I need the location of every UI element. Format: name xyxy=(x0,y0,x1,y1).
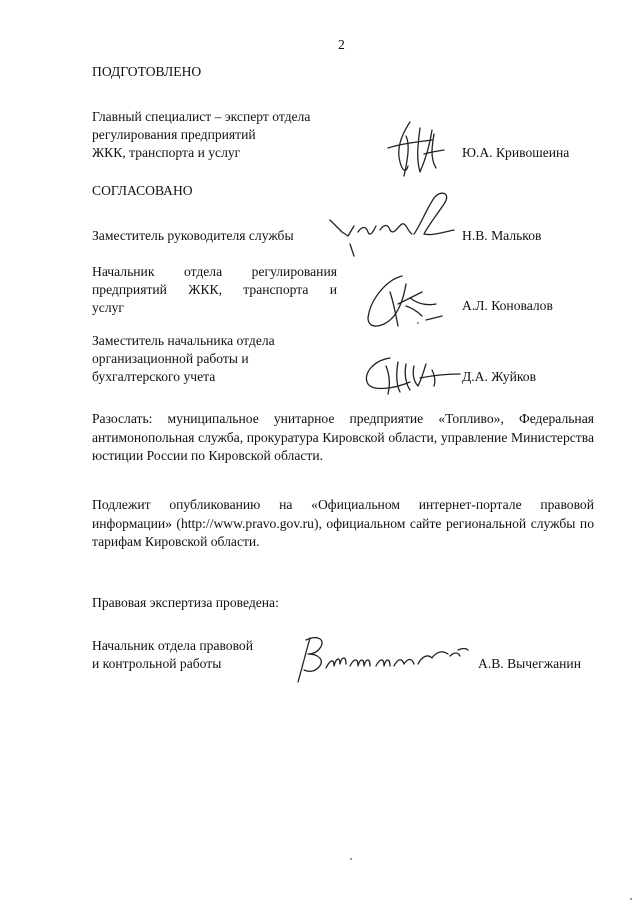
signature-zhuykov xyxy=(360,352,464,398)
distribution-paragraph: Разослать: муниципальное унитарное предприятие «Топливо», Федеральная антимонопольная служба, прокуратура Кировской области, управление Министерства юстиции России по Кировской области. xyxy=(92,411,594,463)
legal-review-statement: Правовая экспертиза проведена: xyxy=(92,595,279,610)
signer-1-name: Н.В. Мальков xyxy=(462,228,542,243)
prepared-position-line-1: Главный специалист – эксперт отдела xyxy=(92,109,311,124)
legal-review-name: А.В. Вычегжанин xyxy=(478,656,581,671)
scan-speck xyxy=(417,322,419,324)
signer-3-position-line-2: организационной работы и xyxy=(92,351,249,366)
legal-review-position-line-1: Начальник отдела правовой xyxy=(92,638,254,653)
publication-paragraph: Подлежит опубликованию на «Официальном интернет-портале правовой информации» (http://www.pravo.gov.ru), официальном сайте региональной службы по тарифам Кировской области. xyxy=(92,497,594,549)
signature-krivosheina xyxy=(380,118,450,180)
signer-3-position-line-1: Заместитель начальника отдела xyxy=(92,333,275,348)
prepared-position-line-2: регулирования предприятий xyxy=(92,127,256,142)
prepared-position-line-3: ЖКК, транспорта и услуг xyxy=(92,145,241,160)
signer-3-position-line-3: бухгалтерского учета xyxy=(92,369,216,384)
agreed-heading: СОГЛАСОВАНО xyxy=(92,183,193,198)
page-number: 2 xyxy=(338,37,345,52)
scan-speck xyxy=(350,858,352,860)
signer-2-name: А.Л. Коновалов xyxy=(462,298,553,313)
signer-2-position-line-1: Начальник отдела регулирования xyxy=(92,264,337,279)
signature-malkov xyxy=(328,190,466,268)
signer-3-name: Д.А. Жуйков xyxy=(462,369,537,384)
signer-2-position-line-2: предприятий ЖКК, транспорта и xyxy=(92,282,337,297)
signature-vychegzhanin xyxy=(292,630,474,686)
signer-1-position: Заместитель руководителя службы xyxy=(92,228,294,243)
signature-konovalov xyxy=(360,270,450,336)
legal-review-position-line-2: и контрольной работы xyxy=(92,656,222,671)
scan-speck xyxy=(630,898,632,900)
signer-2-position-line-3: услуг xyxy=(92,300,124,315)
prepared-heading: ПОДГОТОВЛЕНО xyxy=(92,64,202,79)
prepared-name: Ю.А. Кривошеина xyxy=(462,145,570,160)
